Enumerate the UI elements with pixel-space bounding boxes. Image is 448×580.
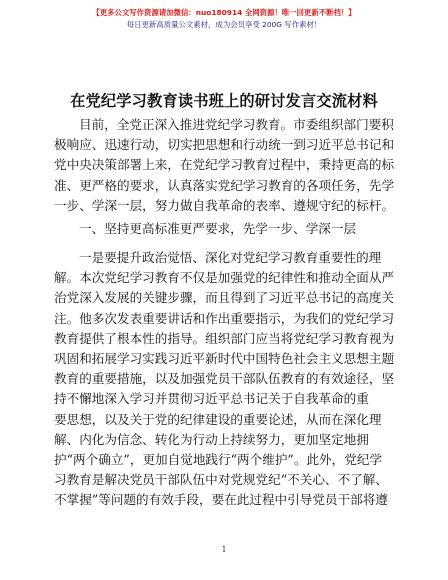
paragraph-line: 准、更严格的要求，认真落实党纪学习教育的各项任务，先学 — [54, 177, 395, 193]
paragraph-line: 注。他多次发表重要讲话和作出重要指示，为我们的党纪学习 — [54, 310, 395, 326]
body-paragraph — [54, 248, 394, 510]
paragraph-line: 持不懈地深入学习并贯彻习近平总书记关于自我革命的重 — [54, 391, 369, 407]
paragraph-line: 一是要提升政治觉悟、深化对党纪学习教育重要性的理 — [79, 250, 382, 265]
paragraph-line: 护“两个确立”，更加自觉地践行“两个维护”。此外，党纪学 — [54, 451, 383, 467]
section-heading-text: 一、坚持更高标准更严要求，先学一步、学深一层 — [79, 221, 357, 236]
paragraph-line: 一步、学深一层，努力做自我革命的表率、遵规守纪的标杆。 — [54, 197, 395, 213]
paragraph-line: 解、内化为信念、转化为行动上持续努力，更加坚定地拥 — [54, 431, 369, 447]
intro-paragraph — [54, 115, 394, 216]
paragraph-line: 教育的重要措施，以及加强党员干部队伍教育的有效途径，坚 — [54, 371, 395, 387]
paragraph-line: 党中央决策部署上来，在党纪学习教育过程中，秉持更高的标 — [54, 157, 395, 173]
paragraph-line: 习教育是解决党员干部队伍中对党规党纪“不关心、不了解、 — [54, 472, 388, 488]
document-title: 在党纪学习教育读书班上的研讨发言交流材料 — [70, 92, 378, 110]
paragraph-line: 不掌握”等问题的有效手段，要在此过程中引导党员干部将遵 — [54, 492, 388, 508]
promo-banner-top: 【更多公文写作资源请加微信：nuo180914 全网资源！唯一回更新不断档！】 — [92, 8, 356, 17]
paragraph-line: 治党深入发展的关键步骤，而且得到了习近平总书记的高度关 — [54, 290, 395, 306]
paragraph-line: 极响应、迅速行动，切实把思想和行动统一到习近平总书记和 — [54, 137, 395, 153]
paragraph-line: 目前，全党正深入推进党纪学习教育。市委组织部门要积 — [79, 117, 394, 132]
paragraph-line: 教育提供了根本性的指导。组织部门应当将党纪学习教育视为 — [54, 330, 395, 346]
section-heading — [79, 219, 399, 239]
paragraph-line: 要思想，以及关于党的纪律建设的重要论述，从而在深化理 — [54, 411, 382, 427]
paragraph-line: 巩固和拓展学习实践习近平新时代中国特色社会主义思想主题 — [54, 350, 395, 366]
paragraph-line: 解。本次党纪学习教育不仅是加强党的纪律性和推动全面从严 — [54, 270, 395, 286]
page-number: 1 — [221, 545, 227, 554]
promo-banner-sub: 每日更新高质量公文素材，成为会员享受 200G 写作素材！ — [126, 20, 322, 29]
